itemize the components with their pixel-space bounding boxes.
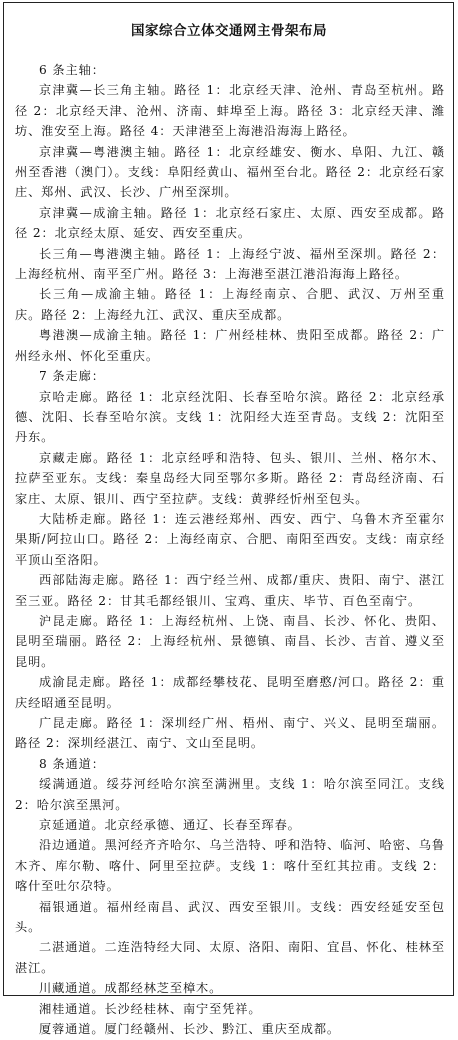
item-text: 路径 1：上海经南京、合肥、武汉、万州至重庆。路径 2：上海经九江、武汉、重庆至成都。 <box>15 287 445 322</box>
item-text: 路径 1：北京经石家庄、太原、西安至成都。路径 2：北京经太原、延安、西安至重庆。 <box>15 205 445 241</box>
item-text: 路径 1：广州经桂林、贵阳至成都。路径 2：广州经永州、怀化至重庆。 <box>15 328 445 363</box>
item-name: 京津冀—长三角主轴。 <box>39 83 175 98</box>
item-name: 绥满通道。 <box>39 777 107 792</box>
document-title: 国家综合立体交通网主骨架布局 <box>131 23 327 39</box>
item-text: 路径 1：上海经杭州、上饶、南昌、长沙、怀化、贵阳、昆明至瑞丽。路径 2：上海经杭州、景德镇、南昌、长沙、吉首、遵义至昆明。 <box>15 613 445 669</box>
list-item <box>15 244 445 285</box>
item-text: 长沙经桂林、南宁至凭祥。 <box>104 1001 262 1016</box>
list-item <box>15 774 445 815</box>
item-name: 西部陆海走廊。 <box>39 573 133 588</box>
item-name: 福银通道。 <box>39 899 107 914</box>
document-body <box>15 60 445 1040</box>
list-item <box>15 1019 445 1039</box>
item-text: 成都经林芝至樟木。 <box>104 981 223 996</box>
item-name: 京哈走廊。 <box>39 389 107 404</box>
item-name: 大陆桥走廊。 <box>39 511 121 526</box>
list-item <box>15 203 445 244</box>
item-name: 川藏通道。 <box>39 981 105 996</box>
item-name: 京藏走廊。 <box>39 450 107 465</box>
list-item <box>15 672 445 713</box>
item-text: 路径 1：西宁经兰州、成都/重庆、贵阳、南宁、湛江至三亚。路径 2：甘其毛都经银川、宝鸡、重庆、毕节、百色至南宁。 <box>15 573 446 608</box>
item-text: 路径 1：北京经天津、沧州、青岛至杭州。路径 2：北京经天津、沧州、济南、蚌埠至上海。路径 3：北京经天津、潍坊、淮安至上海。路径 4：天津港至上海港沿海海上路径。 <box>15 83 445 139</box>
list-item <box>15 815 445 835</box>
list-item <box>15 835 445 896</box>
section-heading-main-axes: 6 条主轴： <box>39 63 105 77</box>
list-item <box>15 387 445 448</box>
item-text: 厦门经赣州、长沙、黔江、重庆至成都。 <box>104 1022 341 1037</box>
list-item <box>15 448 445 509</box>
item-name: 沿边通道。 <box>39 838 105 853</box>
list-item <box>15 570 445 611</box>
item-text: 黑河经齐齐哈尔、乌兰浩特、呼和浩特、临河、哈密、乌鲁木齐、库尔勒、喀什、阿里至拉萨。支线 1：喀什至红其拉甫。支线 2：喀什至吐尔尕特。 <box>15 838 445 894</box>
item-text: 福州经南昌、武汉、西安至银川。支线：西安经延安至包头。 <box>15 899 446 935</box>
list-item <box>15 611 445 672</box>
item-name: 京延通道。 <box>39 818 105 833</box>
list-item <box>15 978 445 998</box>
list-item <box>15 999 445 1019</box>
list-item <box>15 509 445 570</box>
item-name: 广昆走廊。 <box>39 716 107 730</box>
item-text: 二连浩特经大同、太原、洛阳、南阳、宜昌、怀化、桂林至湛江。 <box>15 940 445 975</box>
list-item <box>15 80 445 141</box>
item-text: 北京经承德、通辽、长春至珲春。 <box>104 818 301 833</box>
item-text: 路径 1：连云港经郑州、西安、西宁、乌鲁木齐至霍尔果斯/阿拉山口。路径 2：上海经南京、合肥、南阳至西安。支线：南京经平顶山至洛阳。 <box>15 511 445 567</box>
item-name: 二湛通道。 <box>39 940 105 955</box>
item-name: 长三角—成渝主轴。 <box>39 287 165 302</box>
item-name: 厦蓉通道。 <box>39 1022 105 1037</box>
item-text: 路径 1：上海经宁波、福州至深圳。路径 2：上海经杭州、南平至广州。路径 3：上海港至湛江港沿海海上路径。 <box>15 246 445 282</box>
item-name: 沪昆走廊。 <box>39 613 107 628</box>
item-text: 绥芬河经哈尔滨至满洲里。支线 1：哈尔滨至同江。支线 2：哈尔滨至黑河。 <box>15 777 445 812</box>
section-heading-channels: 8 条通道： <box>39 756 105 771</box>
list-item <box>15 325 445 366</box>
item-name: 成渝昆走廊。 <box>39 675 119 690</box>
list-item <box>15 937 445 978</box>
item-text: 路径 1：深圳经广州、梧州、南宁、兴义、昆明至瑞丽。路径 2：深圳经湛江、南宁、文山至昆明。 <box>15 716 445 751</box>
item-text: 路径 1：北京经雄安、衡水、阜阳、九江、赣州至香港（澳门）。支线：阜阳经黄山、福州至台北。路径 2：北京经石家庄、郑州、武汉、长沙、广州至深圳。 <box>15 144 445 200</box>
item-name: 粤港澳—成渝主轴。 <box>39 328 161 343</box>
section-heading-corridors: 7 条走廊： <box>39 369 105 384</box>
list-item <box>15 713 445 754</box>
item-text: 路径 1：成都经攀枝花、昆明至磨憨/河口。路径 2：重庆经昭通至昆明。 <box>15 675 445 710</box>
item-text: 路径 1：北京经呼和浩特、包头、银川、兰州、格尔木、拉萨至亚东。支线：秦皇岛经大同至鄂尔多斯。路径 2：青岛经济南、石家庄、太原、银川、西宁至拉萨。支线：黄骅经忻州至包头。 <box>15 450 445 506</box>
item-text: 路径 1：北京经沈阳、长春至哈尔滨。路径 2：北京经承德、沈阳、长春至哈尔滨。支线 1：沈阳经大连至青岛。支线 2：沈阳至丹东。 <box>15 389 445 445</box>
item-name: 长三角—粤港澳主轴。 <box>39 246 174 261</box>
list-item <box>15 897 445 938</box>
item-name: 京津冀—成渝主轴。 <box>39 205 161 220</box>
list-item <box>15 142 445 203</box>
list-item <box>15 284 445 325</box>
item-name: 湘桂通道。 <box>39 1001 105 1016</box>
item-name: 京津冀—粤港澳主轴。 <box>39 144 175 159</box>
